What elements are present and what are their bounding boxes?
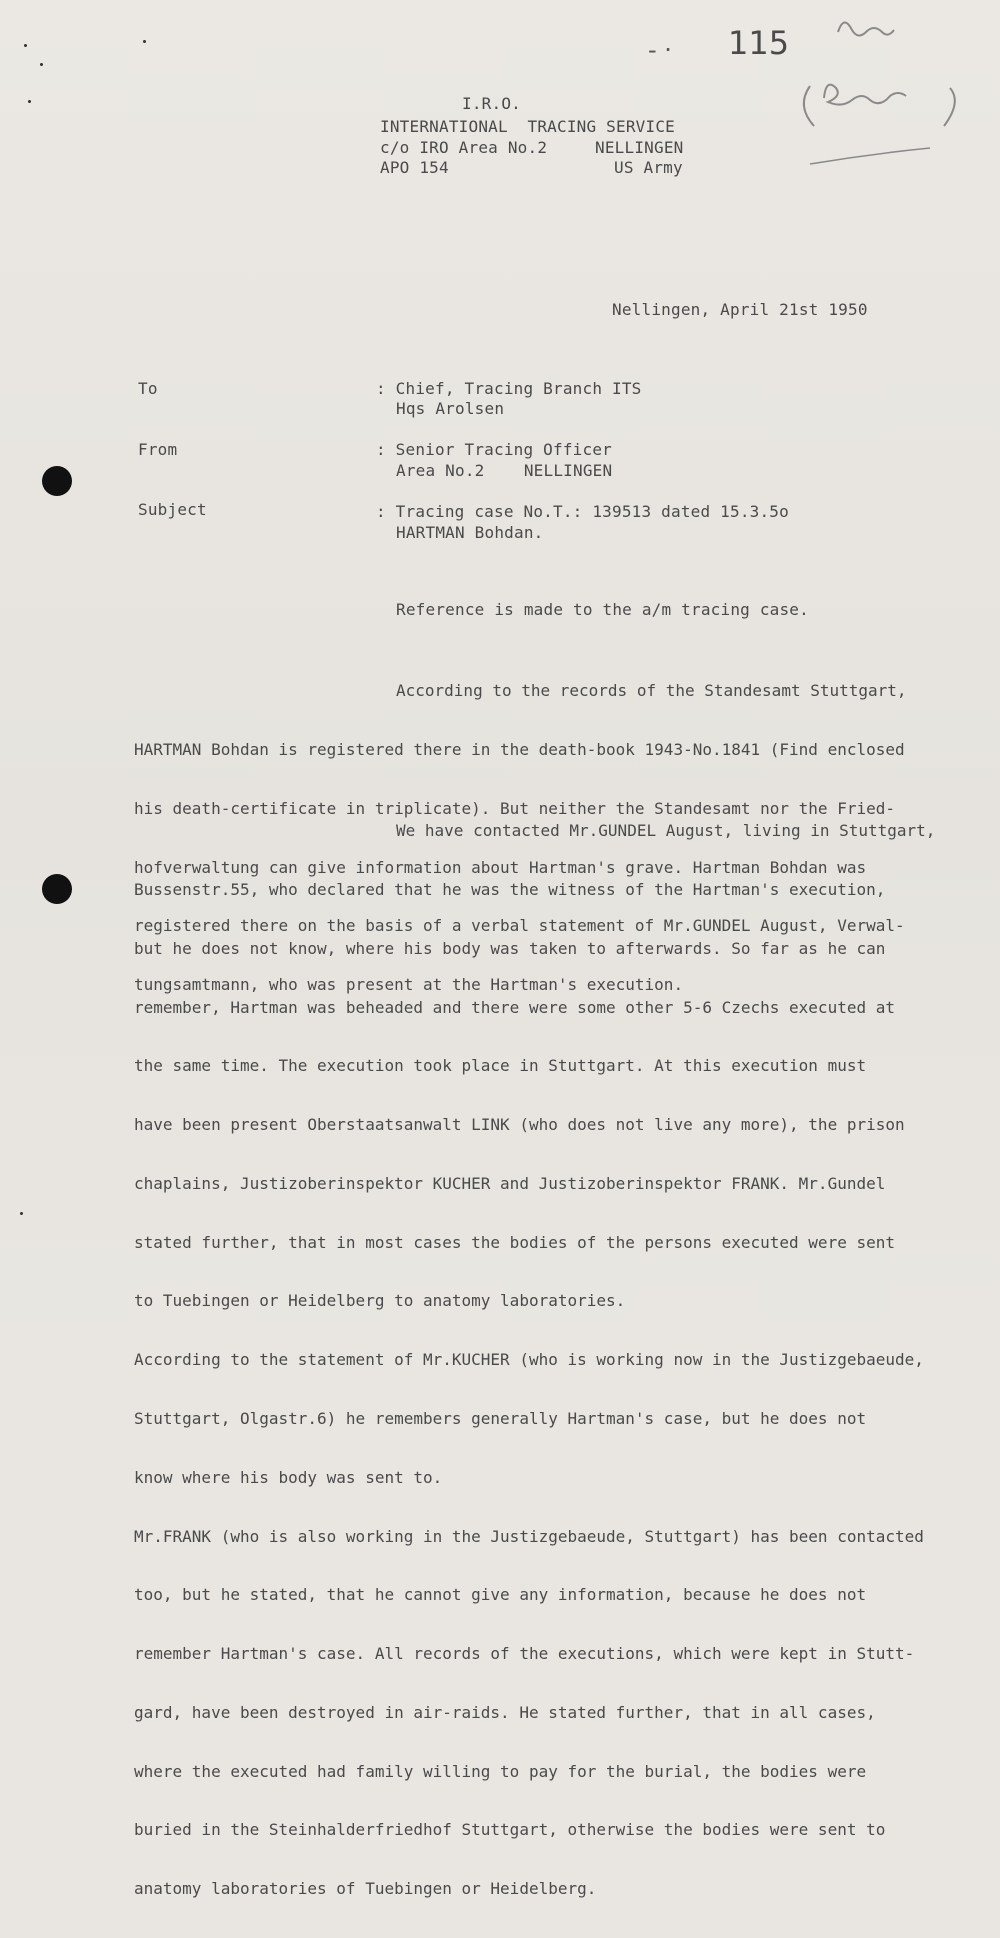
from-value-line2: Area No.2 NELLINGEN	[396, 461, 613, 480]
paragraph-line: According to the statement of Mr.KUCHER (who is working now in the Justizgebaeude,	[134, 1350, 924, 1370]
paragraph-line: remember Hartman's case. All records of the executions, which were kept in Stutt-	[134, 1644, 915, 1664]
paragraph-line: tungsamtmann, who was present at the Hartman's execution.	[134, 975, 684, 995]
paragraph-line: to Tuebingen or Heidelberg to anatomy laboratories.	[134, 1291, 626, 1311]
to-value-line1: : Chief, Tracing Branch ITS	[376, 379, 642, 398]
from-label: From	[138, 440, 178, 459]
paragraph-line: the same time. The execution took place in Stuttgart. At this execution must	[134, 1056, 867, 1076]
subject-label: Subject	[138, 500, 207, 519]
paragraph-line: HARTMAN Bohdan is registered there in the death-book 1943-No.1841 (Find enclosed	[134, 739, 905, 759]
margin-speck	[143, 40, 146, 43]
to-value-line2: Hqs Arolsen	[396, 399, 505, 418]
subject-value-line2: HARTMAN Bohdan.	[396, 523, 544, 542]
paragraph-line: Stuttgart, Olgastr.6) he remembers generally Hartman's case, but he does not	[134, 1409, 867, 1428]
paragraph-line: know where his body was sent to.	[134, 1467, 443, 1487]
subject-value-line1: : Tracing case No.T.: 139513 dated 15.3.5o	[376, 502, 789, 521]
margin-speck	[20, 1212, 23, 1215]
paragraph-line: where the executed had family willing to pay for the burial, the bodies were	[134, 1761, 867, 1781]
paragraph-line: buried in the Steinhalderfriedhof Stuttgart, otherwise the bodies were sent to	[134, 1820, 886, 1840]
header-org-abbrev: I.R.O.	[462, 94, 521, 113]
margin-speck	[40, 63, 43, 66]
paragraph-line: hofverwaltung can give information about Hartman's grave. Hartman Bohdan was	[134, 857, 867, 877]
header-service-name: INTERNATIONAL TRACING SERVICE	[380, 117, 675, 136]
punch-hole	[42, 466, 72, 496]
header-city: NELLINGEN	[595, 138, 684, 157]
paragraph-line: chaplains, Justizoberinspektor KUCHER and Justizoberinspektor FRANK. Mr.Gundel	[134, 1173, 886, 1193]
paragraph-line: According to the records of the Standesamt Stuttgart,	[396, 681, 907, 701]
reference-line: Reference is made to the a/m tracing case.	[396, 600, 809, 619]
paragraph-line: gard, have been destroyed in air-raids. He stated further, that in all cases,	[134, 1702, 876, 1722]
handwritten-scribble-icon	[770, 8, 970, 168]
paragraph-line: remember, Hartman was beheaded and there were some other 5-6 Czechs executed at	[134, 997, 895, 1017]
margin-dash: - ·	[648, 36, 672, 64]
paragraph-line: registered there on the basis of a verbal statement of Mr.GUNDEL August, Verwal-	[134, 916, 905, 936]
paragraph-line: Bussenstr.55, who declared that he was the witness of the Hartman's execution,	[134, 879, 886, 899]
paragraph-line: Mr.FRANK (who is also working in the Justizgebaeude, Stuttgart) has been contacted	[134, 1526, 924, 1546]
paragraph-line: his death-certificate in triplicate). But neither the Standesamt nor the Fried-	[134, 798, 895, 818]
margin-speck	[28, 100, 31, 103]
header-care-of: c/o IRO Area No.2	[380, 138, 548, 157]
to-label: To	[138, 379, 158, 398]
date-line: Nellingen, April 21st 1950	[612, 300, 868, 319]
header-apo: APO 154	[380, 158, 449, 177]
paragraph-line: have been present Oberstaatsanwalt LINK (who does not live any more), the prison	[134, 1115, 905, 1135]
page-number: 115	[728, 24, 790, 62]
paragraph-line: We have contacted Mr.GUNDEL August, living in Stuttgart,	[396, 821, 936, 841]
from-value-line1: : Senior Tracing Officer	[376, 440, 612, 459]
margin-speck	[24, 44, 27, 47]
paragraph-line: stated further, that in most cases the bodies of the persons executed were sent	[134, 1232, 895, 1252]
paragraph-2	[134, 782, 935, 1938]
header-army: US Army	[614, 158, 683, 177]
punch-hole	[42, 874, 72, 904]
paragraph-line: too, but he stated, that he cannot give any information, because he does not	[134, 1585, 867, 1605]
paragraph-line: but he does not know, where his body was taken to afterwards. So far as he can	[134, 938, 886, 958]
paragraph-line: anatomy laboratories of Tuebingen or Heidelberg.	[134, 1879, 597, 1899]
